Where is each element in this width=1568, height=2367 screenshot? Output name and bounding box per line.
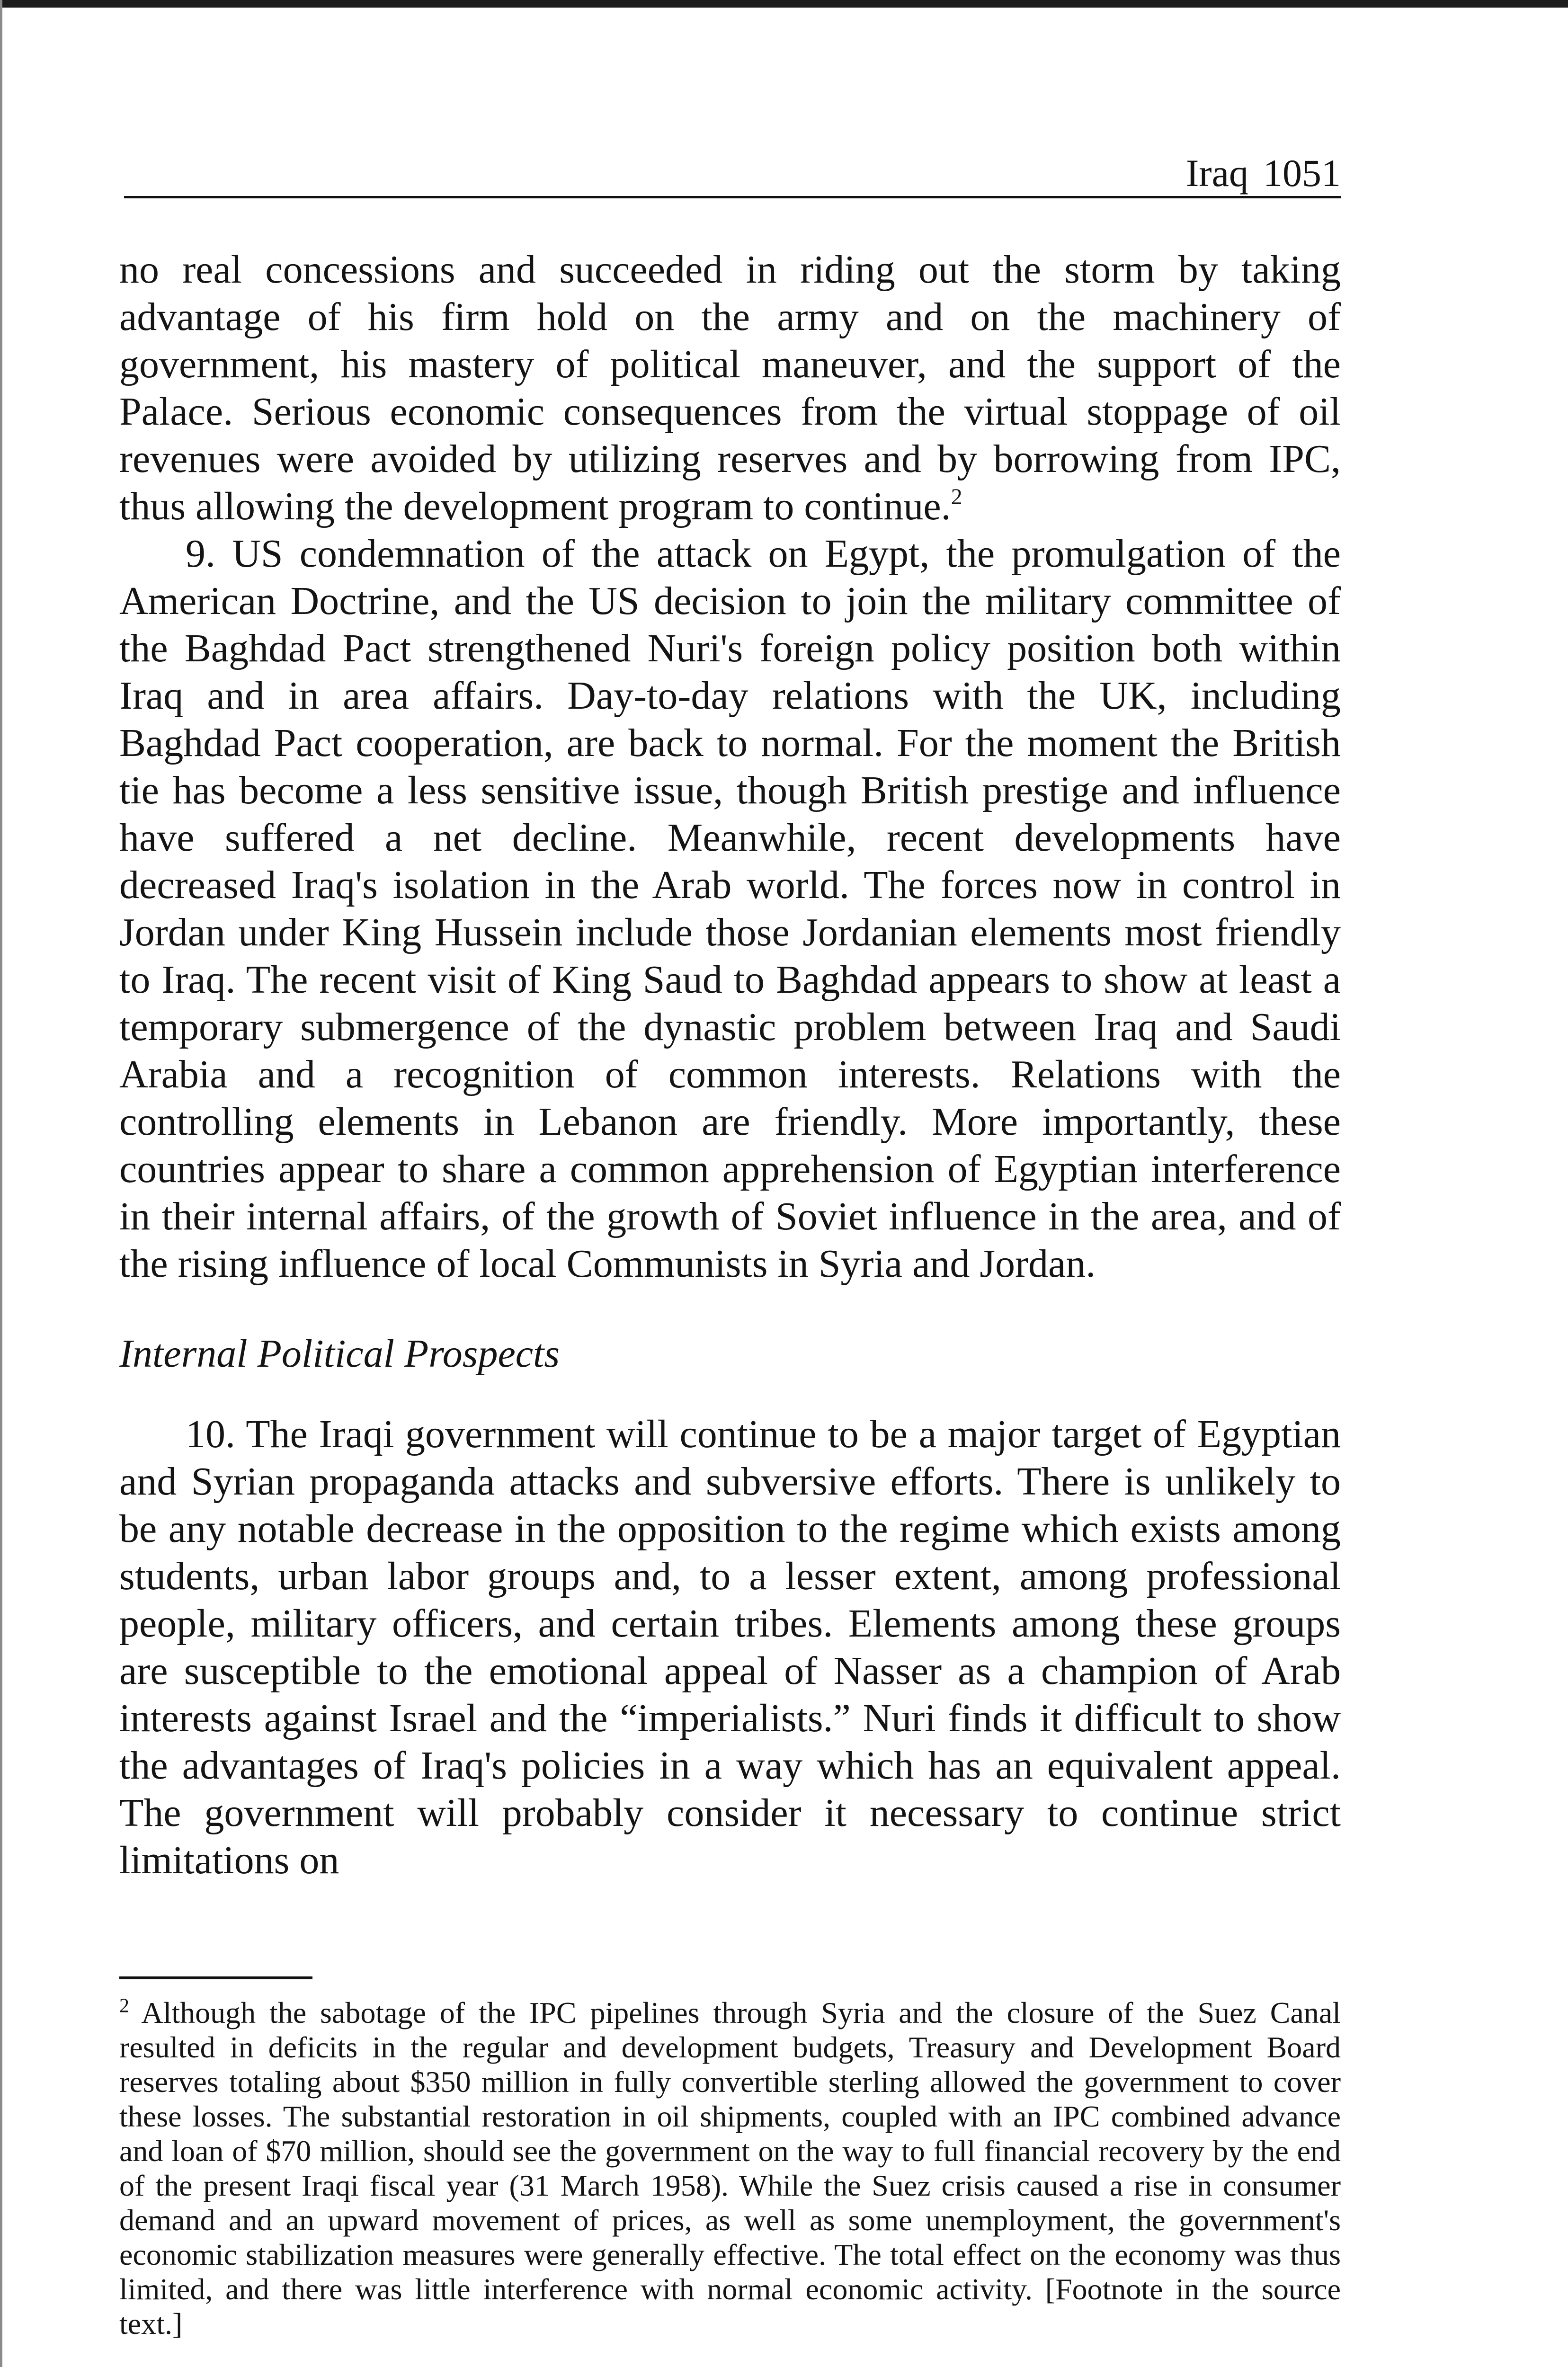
section-heading: Internal Political Prospects [119,1332,560,1376]
paragraph-continued-text: no real concessions and succeeded in riding out the storm by taking advantage of his firm hold on the army and on the machinery of government, his mastery of political maneuver, and the support of the Palace. Serious economic consequences from the virtual stoppage of oil revenues were avoided by utilizing reserves and by borrowing from IPC, thus allowing the development program to continue. [119,248,1341,528]
page-header [124,151,1341,198]
top-border-rule [0,0,1568,8]
page-number: 1051 [1263,151,1341,195]
footnote [119,1995,1341,2341]
body-text [119,246,1341,1884]
footnote-marker: 2 [119,1995,129,2017]
page-edge [0,0,2,2367]
paragraph-continued [119,246,1341,530]
footnote-reference: 2 [951,484,962,509]
paragraph-10: 10. The Iraqi government will continue to be a major target of Egyptian and Syrian propaganda attacks and subversive efforts. There is unlikely to be any notable decrease in the opposition to the regime which exists among students, urban labor groups and, to a lesser extent, among professional people, military officers, and certain tribes. Elements among these groups are susceptible to the emotional appeal of Nasser as a champion of Arab interests against Israel and the “imperialists.” Nuri finds it difficult to show the advantages of Iraq's policies in a way which has an equivalent appeal. The government will probably consider it necessary to continue strict limitations on [119,1412,1341,1882]
paragraph-9: 9. US condemnation of the attack on Egypt, the promulgation of the American Doctrine, and the US decision to join the military committee of the Baghdad Pact strengthened Nuri's foreign policy position both within Iraq and in area affairs. Day-to-day relations with the UK, including Baghdad Pact cooperation, are back to normal. For the moment the British tie has become a less sensitive issue, though British prestige and influence have suffered a net decline. Meanwhile, recent developments have decreased Iraq's isolation in the Arab world. The forces now in control in Jordan under King Hussein include those Jordanian elements most friendly to Iraq. The recent visit of King Saud to Baghdad appears to show at least a temporary submergence of the dynastic problem between Iraq and Saudi Arabia and a recognition of common interests. Relations with the controlling elements in Lebanon are friendly. More importantly, these countries appear to share a common apprehension of Egyptian interference in their internal affairs, of the growth of Soviet influence in the area, and of the rising influence of local Communists in Syria and Jordan. [119,532,1341,1286]
running-head: Iraq [1185,151,1248,195]
footnote-text: Although the sabotage of the IPC pipelines through Syria and the closure of the Suez Canal resulted in deficits in the regular and development budgets, Treasury and Development Board reserves totaling about $350 million in fully convertible sterling allowed the government to cover these losses. The substantial restoration in oil shipments, coupled with an IPC combined advance and loan of $70 million, should see the government on the way to full financial recovery by the end of the present Iraqi fiscal year (31 March 1958). While the Suez crisis caused a rise in consumer demand and an upward movement of prices, as well as some unemployment, the government's economic stabilization measures were generally effective. The total effect on the economy was thus limited, and there was little interference with normal economic activity. [Footnote in the source text.] [119,1996,1341,2340]
footnote-separator [119,1976,312,1979]
